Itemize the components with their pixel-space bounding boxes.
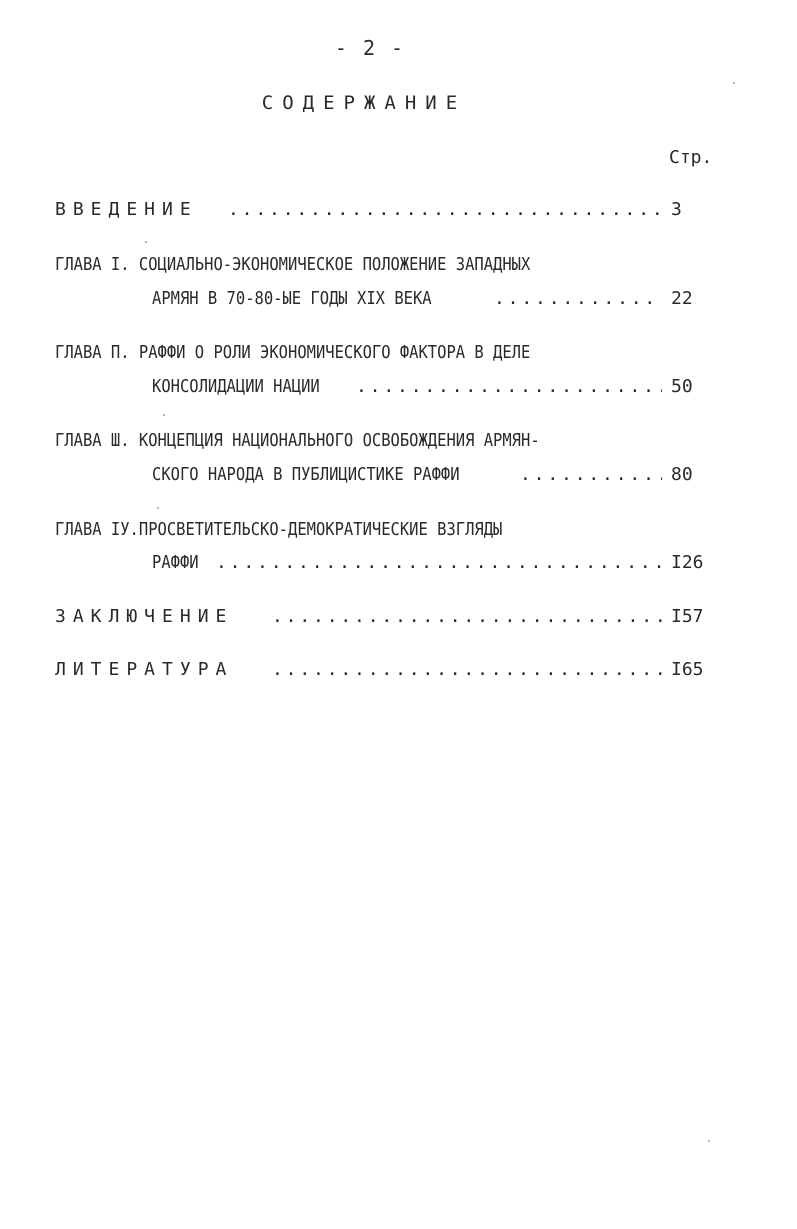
dot-leader	[494, 286, 662, 312]
toc-chapter-label: ГЛАВА IУ.	[55, 519, 139, 540]
scan-speck	[733, 82, 735, 84]
toc-chapter-label: ГЛАВА I.	[55, 254, 130, 275]
scan-speck	[157, 507, 159, 509]
toc-entry-page: I26	[671, 552, 704, 573]
toc-chapter-label: ГЛАВА П.	[55, 342, 130, 363]
dot-leader	[520, 462, 662, 488]
toc-entry-title-line1: ПРОСВЕТИТЕЛЬСКО-ДЕМОКРАТИЧЕСКИЕ ВЗГЛЯДЫ	[138, 519, 503, 540]
toc-entry-label: ВВЕДЕНИЕ	[55, 199, 198, 220]
scan-speck	[708, 1140, 710, 1142]
scan-speck	[163, 414, 165, 416]
dot-leader	[272, 604, 662, 630]
dot-leader	[228, 197, 662, 223]
toc-entry-page: I65	[671, 659, 704, 680]
toc-entry-label: ЛИТЕРАТУРА	[55, 659, 234, 680]
page-title: СОДЕРЖАНИЕ	[261, 92, 467, 114]
toc-entry-title-line2: АРМЯН В 70-80-ЫЕ ГОДЫ XIX ВЕКА	[152, 288, 432, 309]
toc-entry-page: 22	[671, 288, 693, 309]
dot-leader	[272, 657, 662, 683]
toc-entry-page: I57	[671, 606, 704, 627]
pages-column-header: Стр.	[669, 147, 713, 168]
toc-chapter-label: ГЛАВА Ш.	[55, 430, 130, 451]
toc-entry-title-line2: СКОГО НАРОДА В ПУБЛИЦИСТИКЕ РАФФИ	[152, 464, 460, 485]
dot-leader	[356, 374, 662, 400]
dot-leader	[216, 550, 662, 576]
toc-entry-title-line1: КОНЦЕПЦИЯ НАЦИОНАЛЬНОГО ОСВОБОЖДЕНИЯ АРМЯН-	[138, 430, 540, 451]
page-number: - 2 -	[334, 36, 406, 60]
scan-speck	[145, 241, 147, 243]
toc-entry-label: ЗАКЛЮЧЕНИЕ	[55, 606, 234, 627]
toc-entry-title-line2: КОНСОЛИДАЦИИ НАЦИИ	[152, 376, 320, 397]
toc-entry-page: 3	[671, 199, 682, 220]
toc-entry-title-line1: СОЦИАЛЬНО-ЭКОНОМИЧЕСКОЕ ПОЛОЖЕНИЕ ЗАПАДНЫХ	[138, 254, 531, 275]
toc-entry-page: 50	[671, 376, 693, 397]
toc-entry-page: 80	[671, 464, 693, 485]
toc-entry-title-line1: РАФФИ О РОЛИ ЭКОНОМИЧЕСКОГО ФАКТОРА В ДЕЛЕ	[138, 342, 531, 363]
toc-entry-title-line2: РАФФИ	[152, 552, 199, 573]
